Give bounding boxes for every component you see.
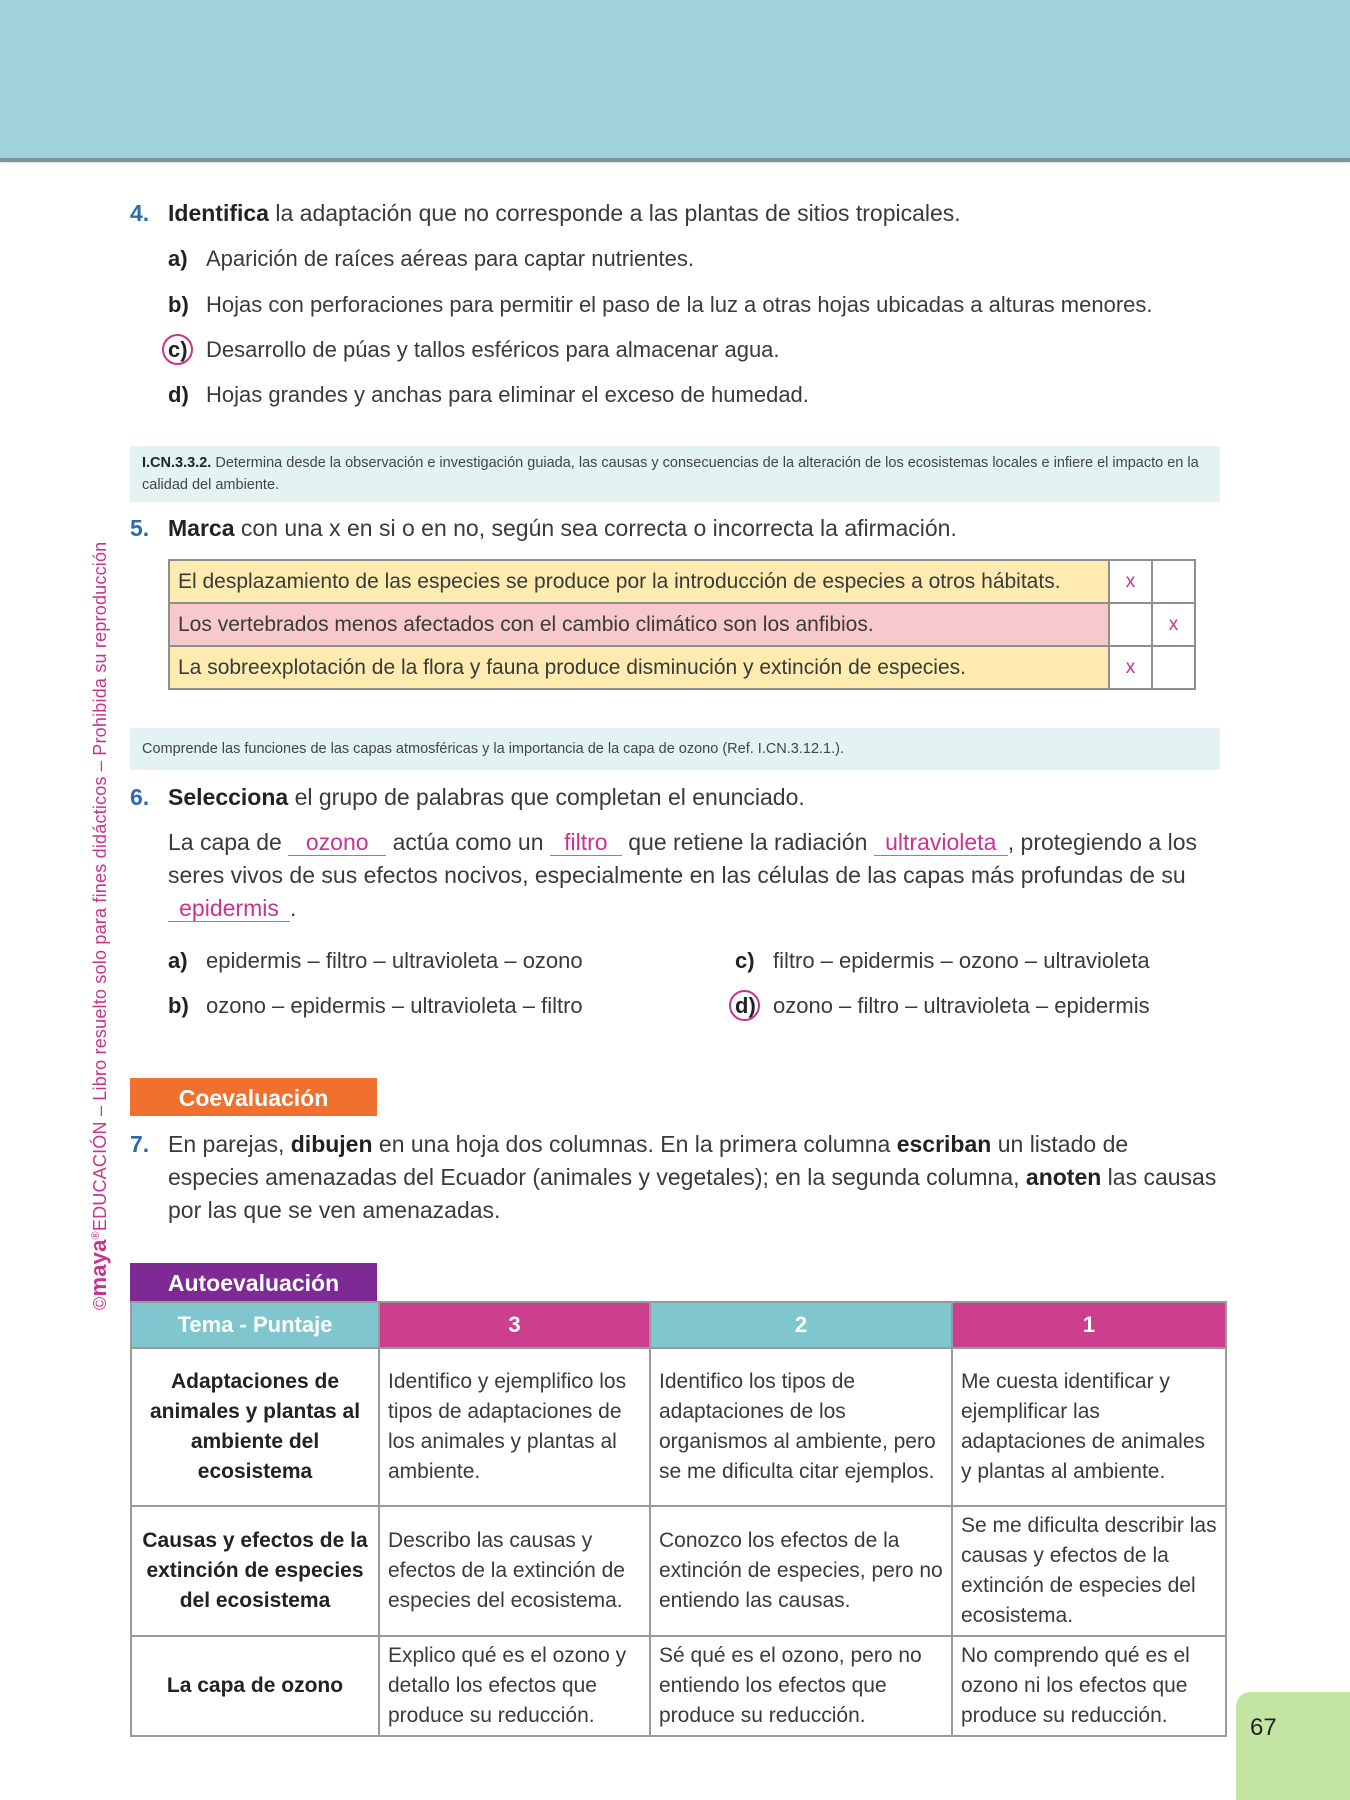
- brand-logo: maya: [86, 1239, 111, 1297]
- option-letter: d): [168, 382, 189, 407]
- score-2-cell[interactable]: Sé qué es el ozono, pero no entiendo los efectos que produce su reducción.: [650, 1636, 952, 1736]
- option-letter: b): [168, 292, 189, 317]
- autoevaluacion-header: Autoevaluación: [130, 1263, 377, 1301]
- option-letter: a): [168, 948, 188, 973]
- score-1-cell[interactable]: Se me dificulta describir las causas y efectos de la extinción de especies del ecosistema.: [952, 1506, 1226, 1636]
- q6-option-a[interactable]: [168, 948, 583, 974]
- option-text: filtro – epidermis – ozono – ultravioleta: [773, 948, 1150, 973]
- q6-option-c[interactable]: [735, 948, 1150, 974]
- option-letter: c): [735, 948, 755, 973]
- watermark-text: EDUCACIÓN – Libro resuelto solo para fines didácticos – Prohibida su reproducción: [90, 541, 110, 1232]
- option-text: Desarrollo de púas y tallos esféricos para almacenar agua.: [206, 337, 780, 362]
- statement-cell: El desplazamiento de las especies se produce por la introducción de especies a otros hábitats.: [169, 560, 1109, 603]
- verb: escriban: [896, 1131, 992, 1157]
- blank-2-input[interactable]: filtro: [550, 829, 622, 856]
- question-number: 4.: [130, 200, 150, 226]
- table-row: [169, 646, 1195, 689]
- question-verb: Marca: [168, 515, 235, 541]
- question-number: 6.: [130, 784, 150, 810]
- blank-3-input[interactable]: ultravioleta: [874, 829, 1008, 856]
- no-checkbox[interactable]: [1152, 646, 1195, 689]
- blank-4-input[interactable]: epidermis: [168, 895, 290, 922]
- selected-answer-circle: c): [168, 337, 206, 363]
- question-4-prompt: [130, 200, 961, 227]
- indicator-box-1: [130, 446, 1220, 502]
- indicator-text: Determina desde la observación e investigación guiada, las causas y consecuencias de la alteración de los ecosistemas locales e infiere el impacto en la calidad del ambiente.: [142, 455, 1199, 493]
- question-text: la adaptación que no corresponde a las plantas de sitios tropicales.: [268, 200, 961, 226]
- si-checkbox[interactable]: [1109, 603, 1152, 646]
- topic-cell: Causas y efectos de la extinción de especies del ecosistema: [131, 1506, 379, 1636]
- option-text: epidermis – filtro – ultravioleta – ozono: [206, 948, 583, 973]
- column-header-score-1: 1: [952, 1302, 1226, 1348]
- verb: dibujen: [290, 1131, 373, 1157]
- indicator-text: Comprende las funciones de las capas atmosféricas y la importancia de la capa de ozono (Ref. I.CN.3.12.1.).: [142, 741, 845, 757]
- sentence-text: actúa como un: [386, 829, 550, 855]
- question-5-prompt: [130, 515, 957, 542]
- registered-symbol: ®: [90, 1231, 102, 1240]
- indicator-box-2: [130, 728, 1220, 770]
- rubric-header-row: [131, 1302, 1226, 1348]
- selected-answer-circle: d): [735, 993, 773, 1019]
- question-7: [130, 1128, 1220, 1227]
- score-1-cell[interactable]: No comprendo qué es el ozono ni los efectos que produce su reducción.: [952, 1636, 1226, 1736]
- coevaluacion-header: Coevaluación: [130, 1078, 377, 1116]
- fill-in-sentence: [168, 826, 1218, 925]
- q6-option-b[interactable]: [168, 993, 583, 1019]
- option-text: Hojas grandes y anchas para eliminar el exceso de humedad.: [206, 382, 809, 407]
- no-checkbox[interactable]: [1152, 560, 1195, 603]
- blank-1-input[interactable]: ozono: [288, 829, 386, 856]
- option-letter: b): [168, 993, 189, 1018]
- option-text: Hojas con perforaciones para permitir el paso de la luz a otras hojas ubicadas a alturas menores.: [206, 292, 1153, 317]
- question-verb: Selecciona: [168, 784, 289, 810]
- true-false-table: [168, 559, 1196, 690]
- text: un listado de especies amenazadas del Ecuador (animales y vegetales); en la segunda columna,: [168, 1131, 1129, 1190]
- table-row: [131, 1506, 1226, 1636]
- page-number: 67: [1250, 1714, 1277, 1741]
- q4-option-d[interactable]: [168, 382, 809, 408]
- statement-cell: Los vertebrados menos afectados con el cambio climático son los anfibios.: [169, 603, 1109, 646]
- sentence-text: que retiene la radiación: [621, 829, 874, 855]
- score-3-cell[interactable]: Describo las causas y efectos de la extinción de especies del ecosistema.: [379, 1506, 650, 1636]
- column-header-score-3: 3: [379, 1302, 650, 1348]
- option-text: Aparición de raíces aéreas para captar nutrientes.: [206, 246, 694, 271]
- score-2-cell[interactable]: Identifico los tipos de adaptaciones de los organismos al ambiente, pero se me dificulta citar ejemplos.: [650, 1348, 952, 1506]
- option-text: ozono – epidermis – ultravioleta – filtro: [206, 993, 583, 1018]
- column-header-topic: Tema - Puntaje: [131, 1302, 379, 1348]
- question-number: 7.: [130, 1131, 150, 1157]
- self-assessment-rubric: [130, 1301, 1227, 1737]
- text: En parejas,: [168, 1131, 291, 1157]
- sentence-text: .: [290, 895, 297, 921]
- si-checkbox[interactable]: x: [1109, 560, 1152, 603]
- copyright-symbol: ©: [90, 1296, 110, 1310]
- question-verb: Identifica: [168, 200, 269, 226]
- question-text: con una x en si o en no, según sea correcta o incorrecta la afirmación.: [234, 515, 957, 541]
- score-3-cell[interactable]: Explico qué es el ozono y detallo los efectos que produce su reducción.: [379, 1636, 650, 1736]
- question-text: el grupo de palabras que completan el enunciado.: [288, 784, 805, 810]
- statement-cell: La sobreexplotación de la flora y fauna produce disminución y extinción de especies.: [169, 646, 1109, 689]
- table-row: [131, 1636, 1226, 1736]
- q4-option-a[interactable]: [168, 246, 694, 272]
- sentence-text: La capa de: [168, 829, 289, 855]
- q4-option-b[interactable]: [168, 292, 1153, 318]
- sentence-text: , protegiendo a los seres vivos de sus efectos nocivos, especialmente en las células de las capas más profundas de su: [168, 829, 1198, 888]
- indicator-code: I.CN.3.3.2.: [142, 455, 212, 471]
- text: en una hoja dos columnas. En la primera columna: [372, 1131, 897, 1157]
- table-row: [169, 603, 1195, 646]
- table-row: [131, 1348, 1226, 1506]
- q6-option-d-selected[interactable]: [735, 993, 1150, 1019]
- score-2-cell[interactable]: Conozco los efectos de la extinción de especies, pero no entiendo las causas.: [650, 1506, 952, 1636]
- score-1-cell[interactable]: Me cuesta identificar y ejemplificar las adaptaciones de animales y plantas al ambiente.: [952, 1348, 1226, 1506]
- question-number: 5.: [130, 515, 150, 541]
- option-letter: a): [168, 246, 188, 271]
- copyright-watermark: [86, 542, 112, 1310]
- verb: anoten: [1025, 1164, 1102, 1190]
- option-text: ozono – filtro – ultravioleta – epidermis: [773, 993, 1150, 1018]
- text: las causas por las que se ven amenazadas.: [168, 1164, 1217, 1223]
- si-checkbox[interactable]: x: [1109, 646, 1152, 689]
- topic-cell: Adaptaciones de animales y plantas al ambiente del ecosistema: [131, 1348, 379, 1506]
- question-text: [168, 1128, 1218, 1227]
- table-row: [169, 560, 1195, 603]
- q4-option-c-selected[interactable]: [168, 337, 780, 363]
- page-number-tab: [1236, 1692, 1350, 1800]
- column-header-score-2: 2: [650, 1302, 952, 1348]
- header-band: [0, 0, 1350, 162]
- topic-cell: La capa de ozono: [131, 1636, 379, 1736]
- score-3-cell[interactable]: Identifico y ejemplifico los tipos de adaptaciones de los animales y plantas al ambiente.: [379, 1348, 650, 1506]
- no-checkbox[interactable]: x: [1152, 603, 1195, 646]
- question-6-prompt: [130, 784, 805, 811]
